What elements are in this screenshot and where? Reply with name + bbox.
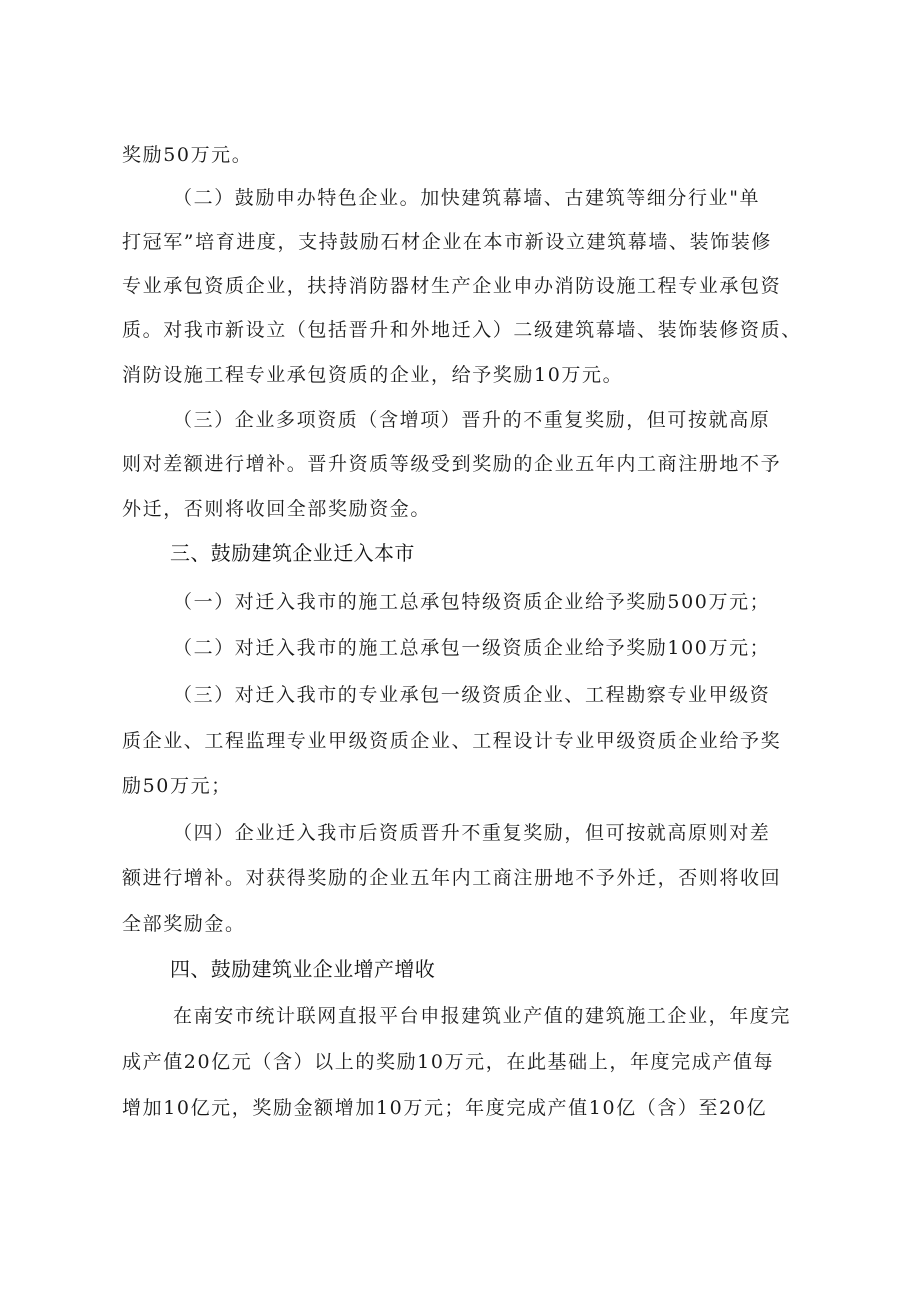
paragraph-line: （四）企业迁入我市后资质晋升不重复奖励，但可按就高原则对差 [173, 822, 771, 844]
paragraph-line: 消防设施工程专业承包资质的企业，给予奖励10万元。 [122, 364, 624, 386]
paragraph-line: 则对差额进行增补。晋升资质等级受到奖励的企业五年内工商注册地不予 [122, 453, 782, 475]
paragraph-line: 外迁，否则将收回全部奖励资金。 [122, 498, 432, 520]
paragraph-line: （三）企业多项资质（含增项）晋升的不重复奖励，但可按就高原 [173, 409, 771, 431]
paragraph-line: 励50万元； [122, 775, 232, 797]
paragraph-line: 全部奖励金。 [122, 913, 246, 935]
paragraph-line: 质企业、工程监理专业甲级资质企业、工程设计专业甲级资质企业给予奖 [122, 730, 782, 752]
paragraph-line: 质。对我市新设立（包括晋升和外地迁入）二级建筑幕墙、装饰装修资质、 [122, 319, 802, 341]
paragraph-line: 额进行增补。对获得奖励的企业五年内工商注册地不予外迁，否则将收回 [122, 867, 782, 889]
paragraph-line: （三）对迁入我市的专业承包一级资质企业、工程勘察专业甲级资 [173, 684, 771, 706]
paragraph-line: 奖励50万元。 [122, 144, 253, 166]
paragraph-line: （二）对迁入我市的施工总承包一级资质企业给予奖励100万元； [173, 637, 771, 659]
paragraph-line: 专业承包资质企业，扶持消防器材生产企业申办消防设施工程专业承包资 [122, 275, 782, 297]
paragraph-line: （二）鼓励申办特色企业。加快建筑幕墙、古建筑等细分行业"单 [173, 187, 761, 209]
paragraph-line: 打冠军”培育进度，支持鼓励石材企业在本市新设立建筑幕墙、装饰装修 [122, 231, 772, 253]
paragraph-line: 成产值20亿元（含）以上的奖励10万元，在此基础上，年度完成产值每 [122, 1051, 775, 1073]
section-heading: 三、鼓励建筑企业迁入本市 [170, 541, 415, 565]
paragraph-line: 增加10亿元，奖励金额增加10万元；年度完成产值10亿（含）至20亿 [122, 1097, 768, 1119]
paragraph-line: （一）对迁入我市的施工总承包特级资质企业给予奖励500万元； [173, 591, 771, 613]
section-heading: 四、鼓励建筑业企业增产增收 [170, 957, 436, 981]
paragraph-line: 在南安市统计联网直报平台申报建筑业产值的建筑施工企业，年度完 [173, 1005, 792, 1027]
